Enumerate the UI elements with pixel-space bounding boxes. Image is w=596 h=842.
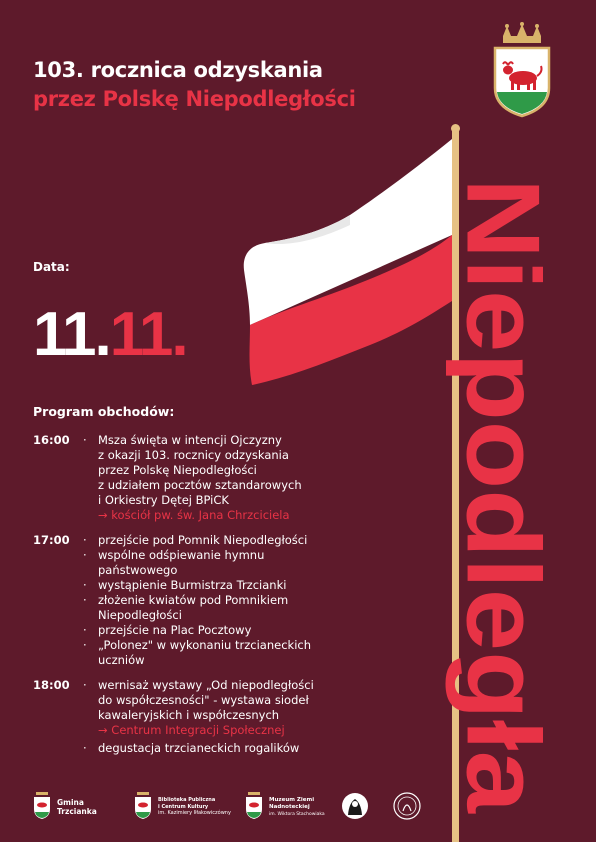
program-line: przez Polskę Niepodległości xyxy=(98,463,257,477)
program-item: · degustacja trzcianeckich rogalików xyxy=(83,741,300,755)
program-line: i Orkiestry Dętej BPiCK xyxy=(98,493,229,507)
circular-emblem-icon xyxy=(392,791,422,821)
program-line: z okazji 103. rocznicy odzyskania xyxy=(98,448,289,462)
organization-badge-icon xyxy=(340,791,370,821)
program-item: · wernisaż wystawy „Od niepodległości do współczesności" - wystawa siodeł kawaleryjskich i współczesnych → Centrum Integracji Społecznej xyxy=(83,678,323,738)
muzeum-logo-text: Muzeum Ziemi Nadnoteckiej im. Wiktora Stachowiaka xyxy=(269,797,325,817)
program-item: · przejście pod Pomnik Niepodległości xyxy=(83,533,308,547)
date-month: 11. xyxy=(109,300,187,369)
program-time: 17:00 xyxy=(33,533,70,547)
program-item: · „Polonez" w wykonaniu trzcianeckich uczniów xyxy=(83,638,311,667)
title-line-1: 103. rocznica odzyskania xyxy=(33,58,323,82)
program-item: · Msza święta w intencji Ojczyzny z okazji 103. rocznicy odzyskania przez Polskę Niepodległości z udziałem pocztów sztandarowych i Orkiestry Dętej BPiCK → kościół pw. św. Jana Chrzciciela xyxy=(83,433,363,523)
biblioteka-crest-icon xyxy=(134,792,152,820)
program-item: · złożenie kwiatów pod Pomnikiem Niepodległości xyxy=(83,593,289,622)
vertical-word-text: Niepodległa xyxy=(444,178,561,768)
vertical-word-niepodlegla xyxy=(420,178,570,818)
gmina-logo-text: Gmina Trzcianka xyxy=(57,798,97,816)
program-item: · wspólne odśpiewanie hymnu państwowego xyxy=(83,548,265,577)
footer-logos xyxy=(0,785,596,835)
program-time: 16:00 xyxy=(33,433,70,447)
gmina-crest-icon xyxy=(33,792,51,820)
program-title: Program obchodów: xyxy=(33,404,175,419)
program-line: z udziałem pocztów sztandarowych xyxy=(98,478,302,492)
trzcianka-coat-of-arms-icon xyxy=(489,22,555,118)
program-time: 18:00 xyxy=(33,678,70,692)
program-location: → Centrum Integracji Społecznej xyxy=(98,723,285,737)
event-date xyxy=(33,300,187,370)
title-line-2: przez Polskę Niepodległości xyxy=(33,87,356,111)
program-item: · przejście na Plac Pocztowy xyxy=(83,623,252,637)
date-label: Data: xyxy=(33,260,70,274)
muzeum-crest-icon xyxy=(245,792,263,820)
program-location: → kościół pw. św. Jana Chrzciciela xyxy=(98,508,290,522)
biblioteka-logo-text: Biblioteka Publiczna i Centrum Kultury im. Kazimiery Iłłakowiczówny xyxy=(158,797,231,816)
program-line: Msza święta w intencji Ojczyzny xyxy=(98,433,282,447)
program-item: · wystąpienie Burmistrza Trzcianki xyxy=(83,578,287,592)
date-day: 11. xyxy=(33,300,110,369)
